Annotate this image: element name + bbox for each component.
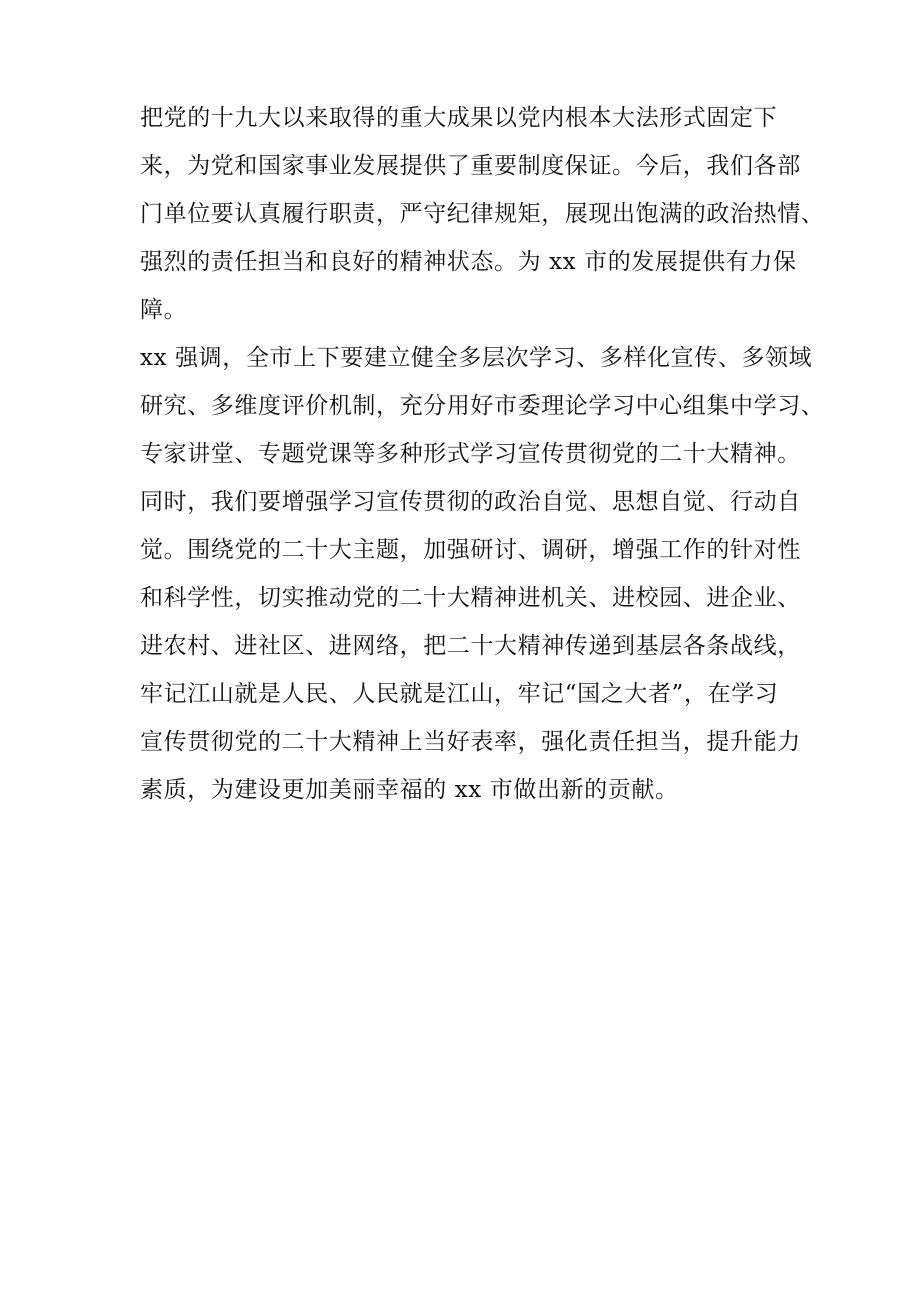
body-text [140,94,825,814]
text-line: 和科学性，切实推动党的二十大精神进机关、进校园、进企业、 [140,585,801,611]
text-line: 觉。围绕党的二十大主题，加强研讨、调研，增强工作的针对性 [140,537,801,563]
text-line: 研究、多维度评价机制，充分用好市委理论学习中心组集中学习、 [140,393,825,419]
text-line: 门单位要认真履行职责，严守纪律规矩，展现出饱满的政治热情、 [140,201,825,227]
text-line: 来，为党和国家事业发展提供了重要制度保证。今后，我们各部 [140,153,801,179]
text-line: 进农村、进社区、进网络，把二十大精神传递到基层各条战线， [140,633,801,659]
text-line: 牢记江山就是人民、人民就是江山，牢记“国之大者”，在学习 [140,681,779,707]
text-line: 强烈的责任担当和良好的精神状态。为 xx 市的发展提供有力保 [140,249,797,275]
text-line: 宣传贯彻党的二十大精神上当好表率，强化责任担当，提升能力 [140,729,801,755]
text-line: 专家讲堂、专题党课等多种形式学习宣传贯彻党的二十大精神。 [140,441,801,467]
text-line: 障。 [140,297,188,323]
text-line: xx 强调，全市上下要建立健全多层次学习、多样化宣传、多领域 [140,345,813,371]
text-line: 素质，为建设更加美丽幸福的 xx 市做出新的贡献。 [140,777,679,803]
text-line: 把党的十九大以来取得的重大成果以党内根本大法形式固定下 [140,105,778,131]
text-line: 同时，我们要增强学习宣传贯彻的政治自觉、思想自觉、行动自 [140,489,801,515]
